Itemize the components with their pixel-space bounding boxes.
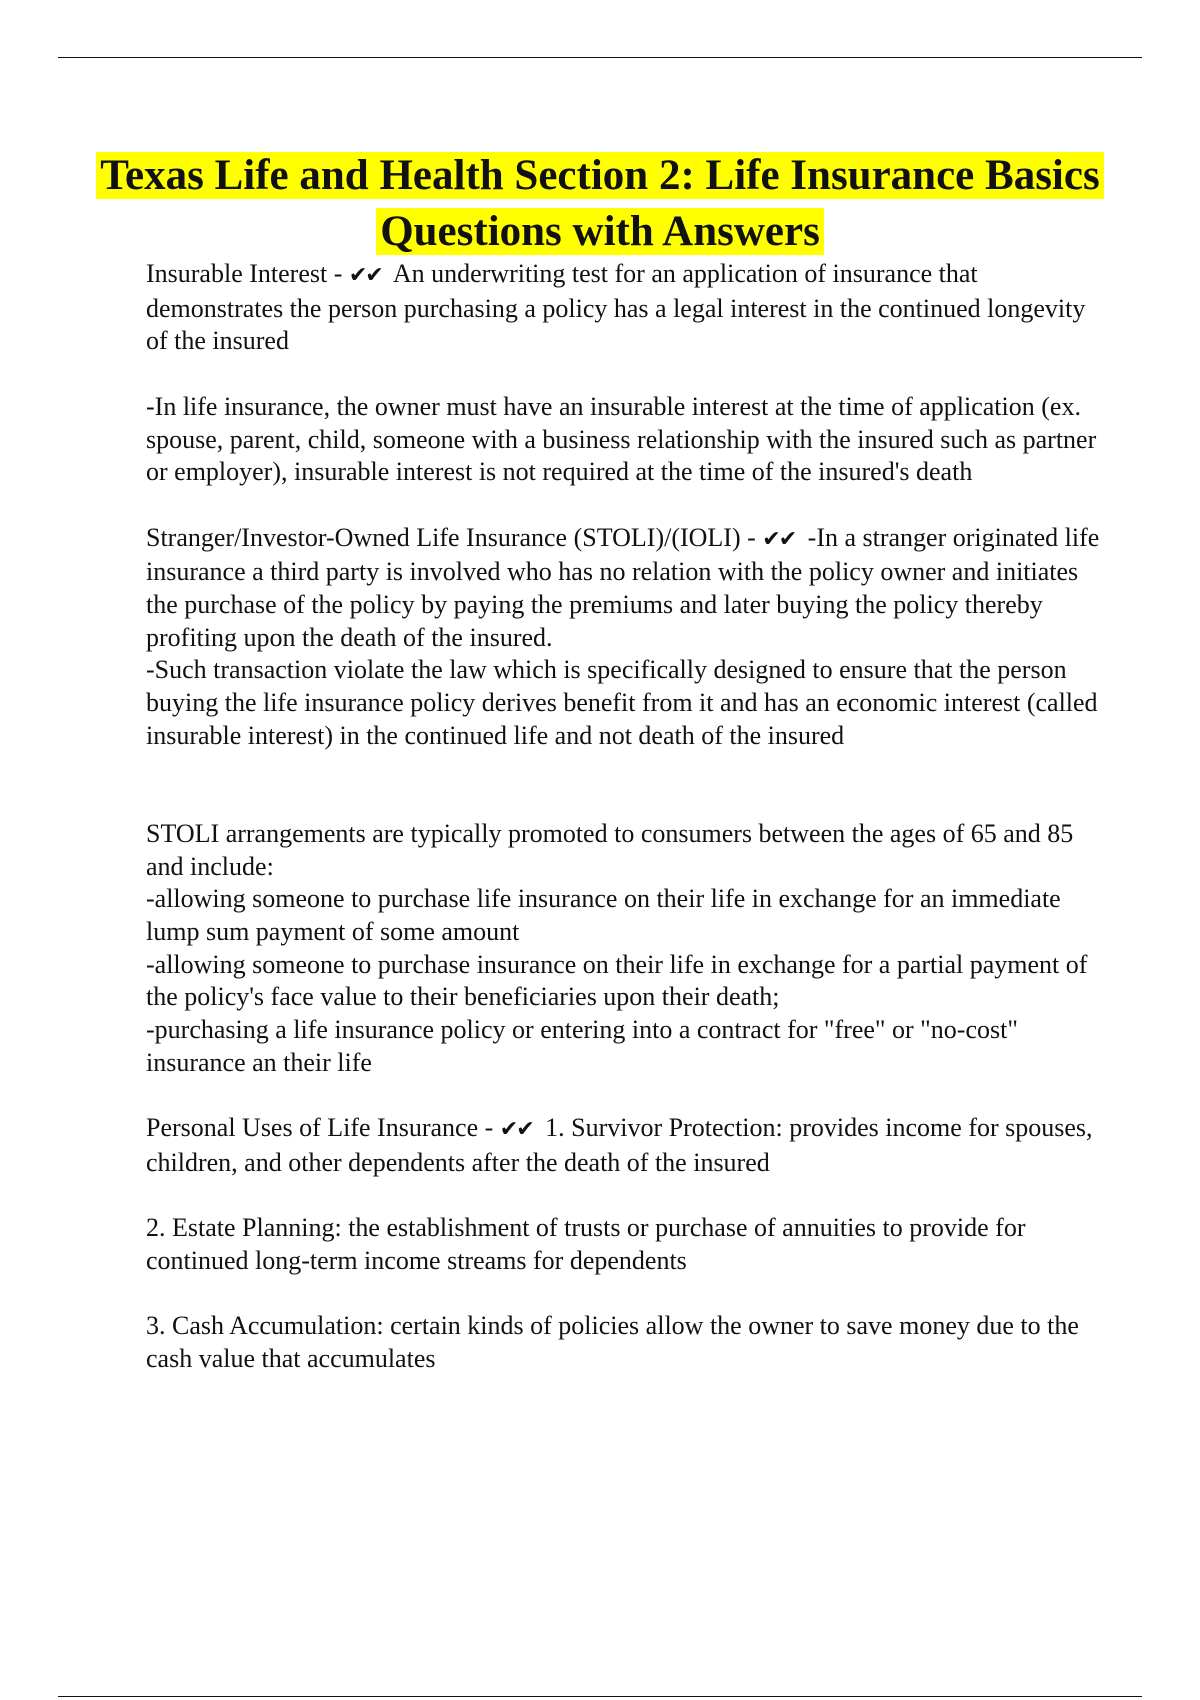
entry-personal-uses: [146, 1112, 1106, 1179]
list-item: 3. Cash Accumulation: certain kinds of policies allow the owner to save money due to the cash value that accumulates: [146, 1311, 1079, 1374]
bottom-divider: [58, 1696, 1142, 1697]
definition-text: -In a stranger originated life insurance a third party is involved who has no relation with the policy owner and initiates the purchase of the policy by paying the premiums and later buying the policy thereby profiting upon the death of the insured.: [146, 522, 1100, 652]
term-label: Personal Uses of Life Insurance -: [146, 1113, 494, 1143]
paragraph-gap: [146, 753, 1106, 818]
definition-extra: -In life insurance, the owner must have an insurable interest at the time of application (ex. spouse, parent, child, someone with a business relationship with the insured such as partner or employer), insurable interest is not required at the time of the insured's death: [146, 391, 1097, 487]
list-item: 2. Estate Planning: the establishment of trusts or purchase of annuities to provide for continued long-term income streams for dependents: [146, 1213, 1026, 1276]
title-highlight: Texas Life and Health Section 2: Life Insurance Basics Questions with Answers: [96, 152, 1103, 255]
paragraph-gap: [146, 1278, 1106, 1311]
list-item: -purchasing a life insurance policy or entering into a contract for "free" or "no-cost" insurance an their life: [146, 1015, 1018, 1077]
list-item: -allowing someone to purchase life insurance on their life in exchange for an immediate lump sum payment of some amount: [146, 884, 1061, 947]
page-title: [60, 148, 1140, 260]
definition-text: 1. Survivor Protection: provides income for spouses, children, and other dependents after the death of the insured: [146, 1113, 1093, 1177]
stoli-intro: STOLI arrangements are typically promoted to consumers between the ages of 65 and 85 and include:: [146, 818, 1074, 881]
checkmark-icon: ✔✔: [348, 263, 382, 288]
definition-line: -Such transaction violate the law which is specifically designed to ensure that the person buying the life insurance policy derives benefit from it and has an economic interest (called insurable interest) in the continued life and not death of the insured: [146, 655, 1098, 750]
paragraph-gap: [146, 489, 1106, 522]
list-item: -allowing someone to purchase insurance on their life in exchange for a partial payment of the policy's face value to their beneficiaries upon their death;: [146, 949, 1088, 1012]
paragraph-gap: [146, 358, 1106, 391]
term-label: Stranger/Investor-Owned Life Insurance (STOLI)/(IOLI) -: [146, 522, 756, 552]
definition-text: An underwriting test for an application of insurance that demonstrates the person purchasing a policy has a legal interest in the continued longevity of the insured: [146, 259, 1086, 356]
checkmark-icon: ✔✔: [762, 526, 796, 552]
paragraph-gap: [146, 1080, 1106, 1113]
document-body: [146, 258, 1106, 1376]
entry-insurable-interest: [146, 258, 1106, 358]
checkmark-icon: ✔✔: [499, 1117, 533, 1143]
paragraph-gap: [146, 1180, 1106, 1213]
entry-stoli: [146, 522, 1106, 655]
top-divider: [58, 57, 1142, 58]
term-label: Insurable Interest -: [146, 259, 343, 288]
